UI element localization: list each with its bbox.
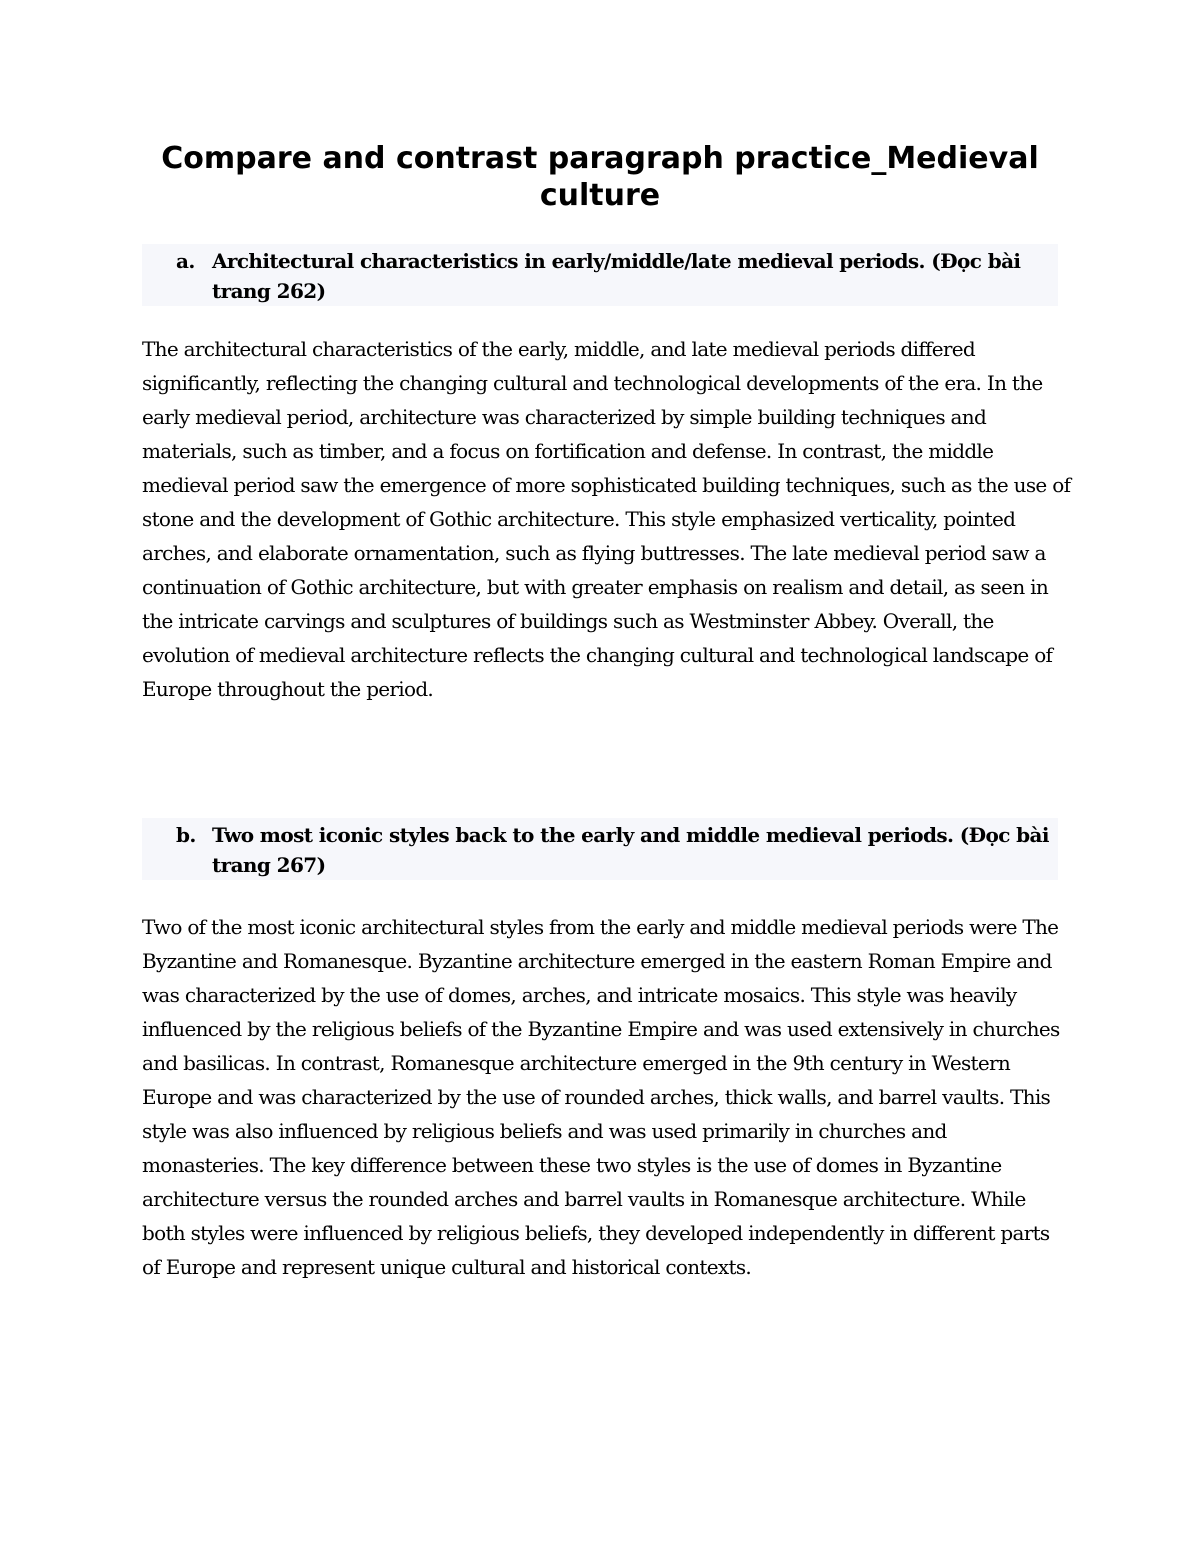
section-b-heading-text: Two most iconic styles back to the early and middle medieval periods. (Đọc bài trang 267) (212, 823, 1049, 877)
section-a-heading-text: Architectural characteristics in early/middle/late medieval periods. (Đọc bài trang 262) (212, 249, 1021, 303)
section-b-marker: b. (176, 823, 196, 847)
section-b-paragraph: Two of the most iconic architectural styles from the early and middle medieval periods were The Byzantine and Romanesque. Byzantine architecture emerged in the eastern Roman Empire and was characterized by the use of domes, arches, and intricate mosaics. This style was heavily influenced by the religious beliefs of the Byzantine Empire and was used extensively in churches and basilicas. In contrast, Romanesque architecture emerged in the 9th century in Western Europe and was characterized by the use of rounded arches, thick walls, and barrel vaults. This style was also influenced by religious beliefs and was used primarily in churches and monasteries. The key difference between these two styles is the use of domes in Byzantine architecture versus the rounded arches and barrel vaults in Romanesque architecture. While both styles were influenced by religious beliefs, they developed independently in different parts of Europe and represent unique cultural and historical contexts. (142, 915, 1060, 1279)
section-b-heading (142, 818, 1058, 880)
section-a-heading (142, 244, 1058, 306)
section-a-paragraph: The architectural characteristics of the early, middle, and late medieval periods differed significantly, reflecting the changing cultural and technological developments of the era. In the early medieval period, architecture was characterized by simple building techniques and materials, such as timber, and a focus on fortification and defense. In contrast, the middle medieval period saw the emergence of more sophisticated building techniques, such as the use of stone and the development of Gothic architecture. This style emphasized verticality, pointed arches, and elaborate ornamentation, such as flying buttresses. The late medieval period saw a continuation of Gothic architecture, but with greater emphasis on realism and detail, as seen in the intricate carvings and sculptures of buildings such as Westminster Abbey. Overall, the evolution of medieval architecture reflects the changing cultural and technological landscape of Europe throughout the period. (142, 337, 1071, 701)
document-title: Compare and contrast paragraph practice_Medieval culture (161, 141, 1039, 213)
section-a-marker: a. (176, 249, 195, 273)
